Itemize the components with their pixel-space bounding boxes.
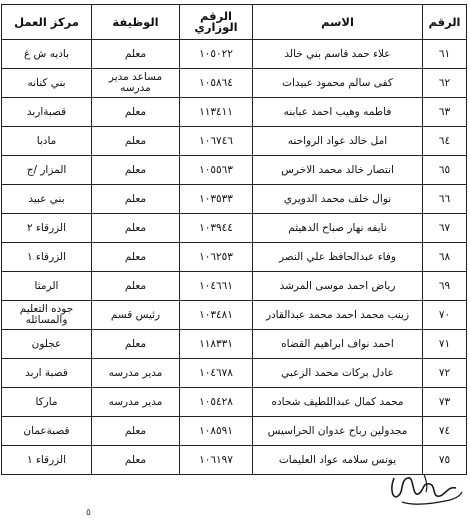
- cell-work-center: المزار /ج: [2, 156, 92, 185]
- cell-num: ٧٤: [423, 417, 467, 446]
- cell-num: ٧٣: [423, 388, 467, 417]
- table-row: [2, 388, 467, 417]
- header-name: الاسم: [253, 5, 423, 40]
- cell-name: مجدولين رباح عدوان الحراسيس: [253, 417, 423, 446]
- cell-work-center: باديه ش غ: [2, 40, 92, 69]
- cell-name: وفاء عبدالحافظ علي النصر: [253, 243, 423, 272]
- cell-num: ٦٢: [423, 69, 467, 98]
- cell-num: ٦٣: [423, 98, 467, 127]
- cell-name: زينب محمد احمد محمد عبدالقادر: [253, 301, 423, 330]
- cell-ministerial-id: ١١٨٣٣١: [180, 330, 253, 359]
- cell-ministerial-id: ١٠٨٥٩١: [180, 417, 253, 446]
- table-row: [2, 272, 467, 301]
- cell-ministerial-id: ١٠٣٥٣٣: [180, 185, 253, 214]
- cell-name: امل خالد عواد الرواحنه: [253, 127, 423, 156]
- cell-work-center: قصبةعمان: [2, 417, 92, 446]
- cell-job: معلم: [92, 156, 180, 185]
- cell-work-center: عجلون: [2, 330, 92, 359]
- cell-work-center: ماركا: [2, 388, 92, 417]
- cell-work-center: الزرقاء ١: [2, 243, 92, 272]
- table-row: [2, 69, 467, 98]
- header-work-center: مركز العمل: [2, 5, 92, 40]
- cell-work-center: الزرقاء ١: [2, 446, 92, 475]
- cell-ministerial-id: ١٠٦٢٥٣: [180, 243, 253, 272]
- cell-ministerial-id: ١٠٥٥٦٣: [180, 156, 253, 185]
- cell-num: ٧٢: [423, 359, 467, 388]
- cell-ministerial-id: ١١٣٤١١: [180, 98, 253, 127]
- cell-name: عادل بركات محمد الزعبي: [253, 359, 423, 388]
- cell-work-center: الزرقاء ٢: [2, 214, 92, 243]
- cell-name: فاطمه وهيب احمد عبابنه: [253, 98, 423, 127]
- cell-ministerial-id: ١٠٣٤٨١: [180, 301, 253, 330]
- cell-job: معلم: [92, 330, 180, 359]
- cell-job: مدير مدرسه: [92, 388, 180, 417]
- cell-num: ٦٨: [423, 243, 467, 272]
- table-row: [2, 243, 467, 272]
- cell-ministerial-id: ١٠٥٤٢٨: [180, 388, 253, 417]
- table-row: [2, 156, 467, 185]
- cell-work-center: الرمثا: [2, 272, 92, 301]
- table-row: [2, 98, 467, 127]
- table-row: [2, 40, 467, 69]
- cell-name: احمد نواف ابراهيم القضاه: [253, 330, 423, 359]
- table-row: [2, 359, 467, 388]
- cell-name: انتصار خالد محمد الاخرس: [253, 156, 423, 185]
- cell-name: كفى سالم محمود عبيدات: [253, 69, 423, 98]
- cell-num: ٧١: [423, 330, 467, 359]
- cell-work-center: جوده التعليم والمسائله: [2, 301, 92, 330]
- table-row: [2, 127, 467, 156]
- cell-ministerial-id: ١٠٦٧٤٦: [180, 127, 253, 156]
- cell-work-center: قصبةاربد: [2, 98, 92, 127]
- cell-num: ٦٧: [423, 214, 467, 243]
- employee-table: [1, 4, 467, 475]
- cell-job: معلم: [92, 185, 180, 214]
- table-row: [2, 417, 467, 446]
- cell-ministerial-id: ١٠٤٦٦١: [180, 272, 253, 301]
- cell-num: ٦٩: [423, 272, 467, 301]
- cell-job: معلم: [92, 214, 180, 243]
- cell-num: ٦١: [423, 40, 467, 69]
- cell-ministerial-id: ١٠٤٦٧٨: [180, 359, 253, 388]
- cell-num: ٦٦: [423, 185, 467, 214]
- cell-name: نوال خلف محمد الدويري: [253, 185, 423, 214]
- cell-name: رياض احمد موسى المرشد: [253, 272, 423, 301]
- cell-job: رئيس قسم: [92, 301, 180, 330]
- cell-job: معلم: [92, 98, 180, 127]
- cell-ministerial-id: ١٠٣٩٤٤: [180, 214, 253, 243]
- cell-job: مساعد مدير مدرسه: [92, 69, 180, 98]
- header-job: الوظيفة: [92, 5, 180, 40]
- page-mark: ٥: [86, 508, 91, 518]
- header-ministerial-id: الرقم الوزاري: [180, 5, 253, 40]
- table-row: [2, 330, 467, 359]
- cell-num: ٧٠: [423, 301, 467, 330]
- table-header-row: [2, 5, 467, 40]
- cell-job: معلم: [92, 127, 180, 156]
- cell-num: ٦٥: [423, 156, 467, 185]
- cell-name: علاء حمد قاسم بني خالد: [253, 40, 423, 69]
- cell-ministerial-id: ١٠٥٨٦٤: [180, 69, 253, 98]
- cell-ministerial-id: ١٠٥٠٢٢: [180, 40, 253, 69]
- cell-job: معلم: [92, 40, 180, 69]
- cell-job: معلم: [92, 272, 180, 301]
- cell-name: نايفه نهار صباح الدهيثم: [253, 214, 423, 243]
- cell-ministerial-id: ١٠٦١٩٧: [180, 446, 253, 475]
- cell-work-center: بني كنانه: [2, 69, 92, 98]
- cell-name: محمد كمال عبداللطيف شحاده: [253, 388, 423, 417]
- cell-name: يونس سلامه عواد العليمات: [253, 446, 423, 475]
- cell-job: معلم: [92, 243, 180, 272]
- table-row: [2, 214, 467, 243]
- cell-work-center: قصبة اربد: [2, 359, 92, 388]
- cell-job: معلم: [92, 417, 180, 446]
- table-row: [2, 185, 467, 214]
- cell-num: ٧٥: [423, 446, 467, 475]
- header-num: الرقم: [423, 5, 467, 40]
- cell-job: معلم: [92, 446, 180, 475]
- cell-work-center: مادبا: [2, 127, 92, 156]
- table-row: [2, 301, 467, 330]
- cell-num: ٦٤: [423, 127, 467, 156]
- cell-job: مدير مدرسه: [92, 359, 180, 388]
- cell-work-center: بني عبيد: [2, 185, 92, 214]
- handwritten-signature: [384, 466, 466, 514]
